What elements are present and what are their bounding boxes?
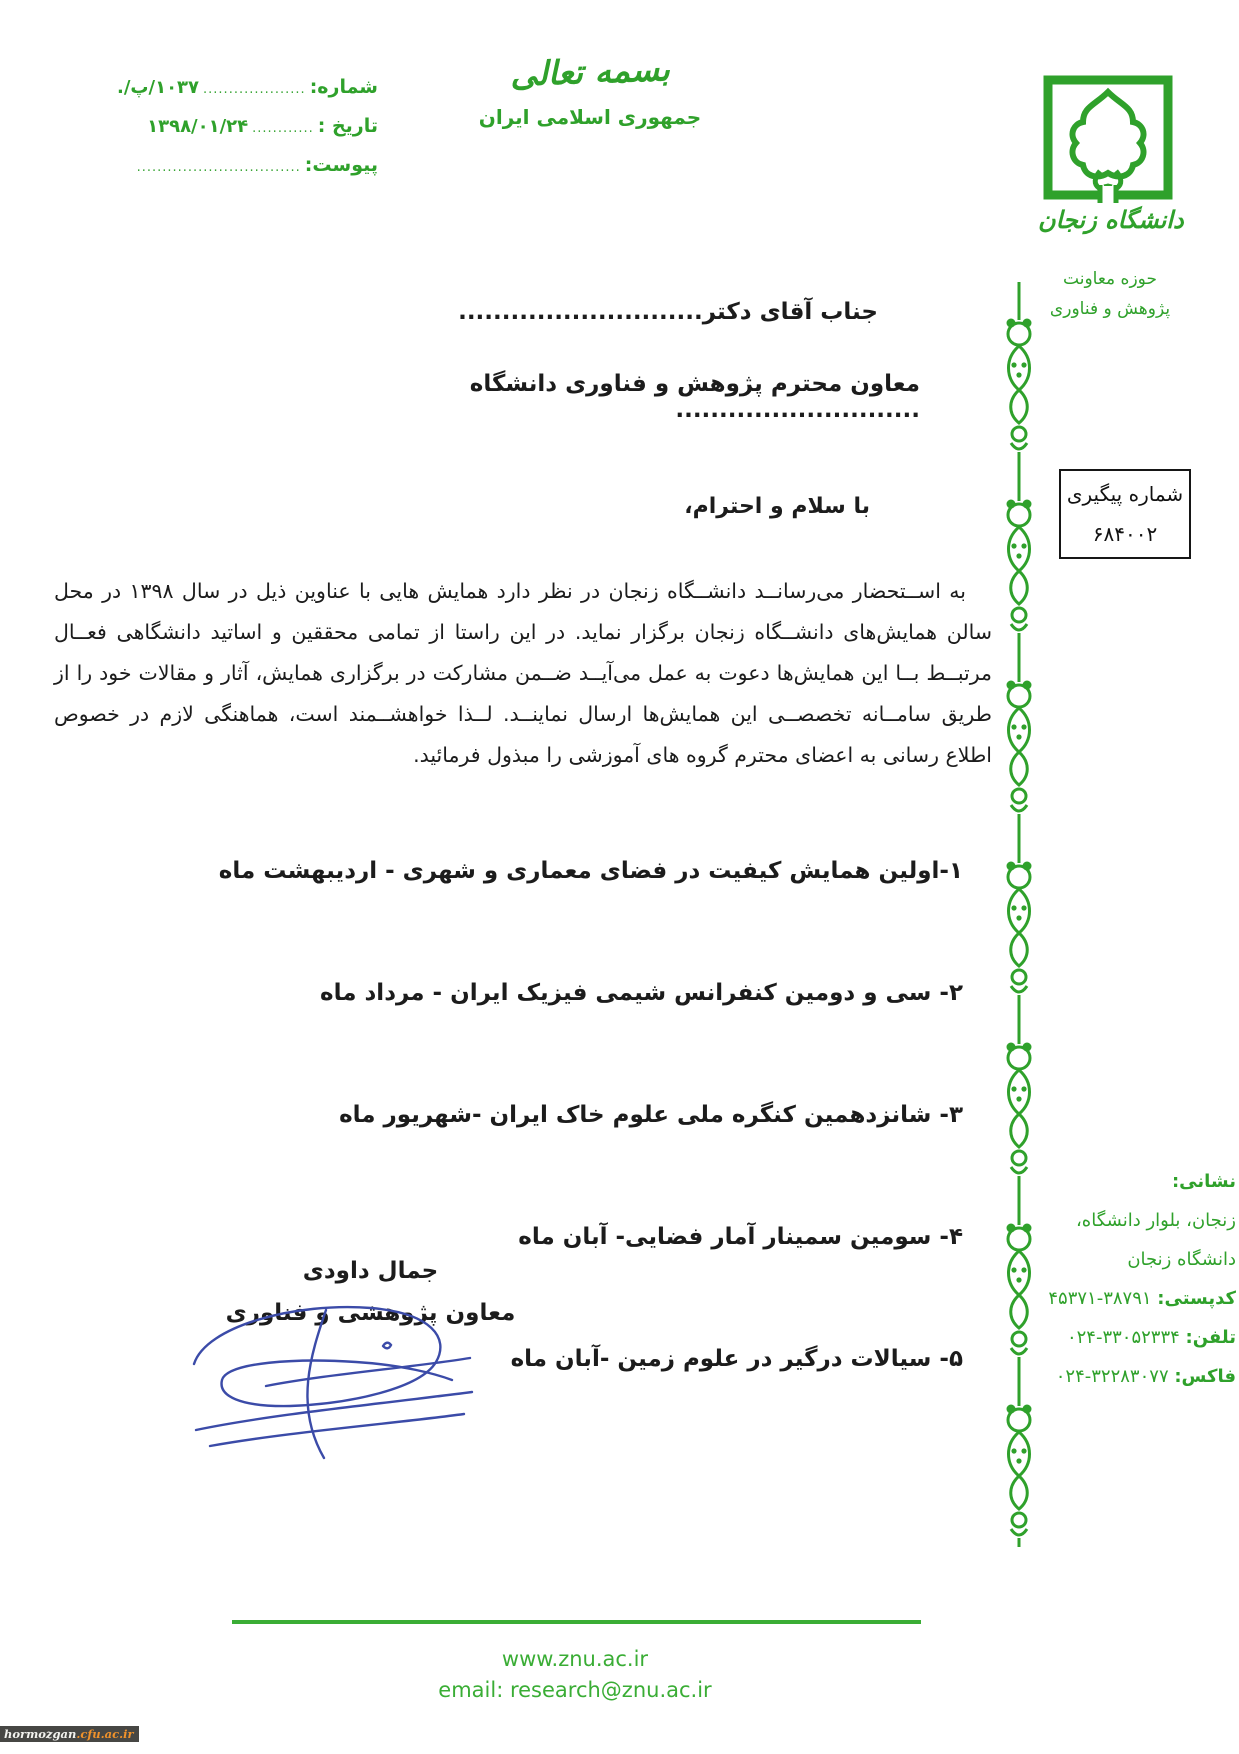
salutation: با سلام و احترام، [684, 494, 870, 519]
fax-value: ۰۲۴-۳۲۲۸۳۰۷۷ [1055, 1366, 1169, 1387]
footer-divider [232, 1620, 921, 1624]
letterhead-fields [38, 76, 378, 193]
body-paragraph: به اســتحضار می‌رسانــد دانشــگاه زنجان در نظر دارد همایش هایی با عناوین ذیل در سال ۱۳۹۸ در محل سالن همایش‌های دانشــگاه زنجان برگزار نماید. در این راستا از تمامی محققین و اساتید دانشگاهی فعــال مرتبــط بــا این همایش‌ها دعوت به عمل می‌آیــد ضــمن مشارکت در برگزاری همایش، آثار و مقالات خود را از طریق سامــانه تخصصــی این همایش‌ها ارسال نماینــد. لــذا خواهشــمند است، هماهنگی لازم در خصوص اطلاع رسانی به اعضای محترم گروه های آموزشی را مبذول فرمائید. [54, 579, 992, 767]
postal-code-label: کدپستی: [1157, 1288, 1236, 1309]
conference-item-5: ۵- سیالات درگیر در علوم زمین -آبان ماه [510, 1346, 963, 1372]
fax-label: فاکس: [1174, 1366, 1236, 1387]
department-line-1: حوزه معاونت [1063, 269, 1157, 289]
phone-line [1008, 1318, 1236, 1357]
letter-number-label: شماره: [309, 76, 378, 98]
university-name-calligraphy: دانشگاه زنجان [1038, 206, 1184, 234]
tracking-number-value: ۶۸۴۰۰۲ [1092, 522, 1158, 546]
besmele-calligraphy: بسمه تعالی [509, 49, 671, 94]
watermark [0, 1726, 139, 1742]
email-address: email: research@znu.ac.ir [438, 1678, 712, 1702]
letter-attachment-field [38, 154, 378, 176]
letter-date-dots: ............ [252, 121, 314, 136]
signatory-name: جمال داودی [302, 1258, 439, 1284]
tracking-number-box [1059, 469, 1191, 559]
address-line-1: زنجان، بلوار دانشگاه، [1076, 1210, 1236, 1231]
letter-number-field [38, 76, 378, 98]
address-line-2: دانشگاه زنجان [1127, 1249, 1236, 1270]
letter-number-value: ۱۰۳۷/پ/. [117, 77, 200, 98]
signature-block [218, 1258, 523, 1326]
phone-label: تلفن: [1185, 1327, 1236, 1348]
conference-item-3: ۳- شانزدهمین کنگره ملی علوم خاک ایران -شهریور ماه [339, 1102, 963, 1128]
recipient-line-2: معاون محترم پژوهش و فناوری دانشگاه ............................ [469, 371, 920, 423]
phone-value: ۰۲۴-۳۳۰۵۲۳۳۴ [1066, 1327, 1180, 1348]
postal-code-value: ۴۵۳۷۱-۳۸۷۹۱ [1048, 1288, 1152, 1309]
letter-date-label: تاریخ : [317, 115, 378, 137]
conference-list [55, 853, 963, 1463]
address-label: نشانی: [1171, 1171, 1236, 1192]
recipient-line-1: جناب آقای دکتر............................ [458, 299, 878, 325]
university-logo-block [1038, 74, 1184, 234]
header-center [400, 49, 780, 129]
footer-text [225, 1644, 925, 1706]
fax-line [1008, 1357, 1236, 1396]
department-name [1030, 264, 1190, 324]
conference-item-1: ۱-اولین همایش کیفیت در فضای معماری و شهری - اردیبهشت ماه [218, 858, 963, 884]
signatory-title: معاون پژوهشی و فناوری [225, 1300, 516, 1326]
letter-number-dots: .................... [203, 82, 306, 97]
country-name: جمهوری اسلامی ایران [478, 105, 702, 129]
website-url: www.znu.ac.ir [501, 1647, 649, 1671]
postal-code-line [1008, 1279, 1236, 1318]
letter-attachment-label: پیوست: [304, 154, 378, 176]
watermark-part-1: hormozgan [4, 1727, 77, 1741]
contact-info-block [1008, 1162, 1236, 1396]
tracking-number-label: شماره پیگیری [1066, 482, 1184, 506]
recipient-block [300, 299, 920, 423]
conference-item-2: ۲- سی و دومین کنفرانس شیمی فیزیک ایران - مرداد ماه [320, 980, 963, 1006]
conference-item-4: ۴- سومین سمینار آمار فضایی- آبان ماه [518, 1224, 963, 1250]
letter-date-field [38, 115, 378, 137]
watermark-part-2: .cfu.ac.ir [76, 1727, 134, 1741]
department-line-2: پژوهش و فناوری [1049, 299, 1171, 319]
university-logo-icon [1042, 74, 1174, 204]
letter-date-value: ۱۳۹۸/۰۱/۲۴ [147, 116, 249, 137]
letter-attachment-dots: ................................ [136, 160, 301, 175]
